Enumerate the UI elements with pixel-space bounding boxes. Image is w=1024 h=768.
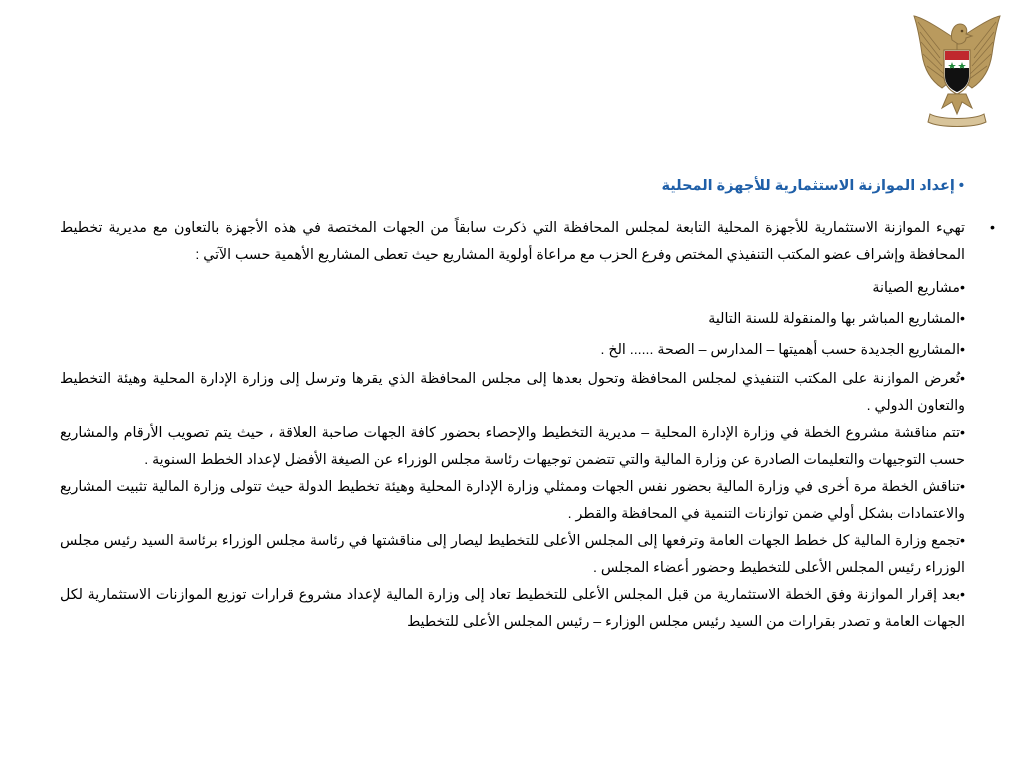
priority-item-new: •المشاريع الجديدة حسب أهميتها – المدارس – الصحة ...... الخ . xyxy=(600,342,965,358)
priority-list xyxy=(60,273,965,366)
slide-title: • إعداد الموازنة الاستثمارية للأجهزة المحلية xyxy=(661,178,964,194)
priority-item-maintenance: •مشاريع الصيانة xyxy=(872,280,965,296)
paragraph-council: •تجمع وزارة المالية كل خطط الجهات العامة وترفعها إلى المجلس الأعلى للتخطيط ليصار إلى مناقشتها في رئاسة مجلس الوزراء برئاسة السيد رئيس مجلس الوزراء رئيس المجلس الأعلى للتخطيط وحضور أعضاء المجلس . xyxy=(60,533,965,576)
paragraph-discussion: •تتم مناقشة مشروع الخطة في وزارة الإدارة المحلية – مديرية التخطيط والإحصاء بحضور كافة الجهات صاحبة العلاقة ، حيث يتم تصويب الأرقام والمشاريع حسب التوجيهات والتعليمات الصادرة عن وزارة المالية والتي تتضمن توجيهات رئاسة مجلس الوزراء عن الصيغة الأفضل لإعداد الخطط السنوية . xyxy=(60,425,965,468)
paragraph-review: •تُعرض الموازنة على المكتب التنفيذي لمجلس المحافظة وتحول بعدها إلى مجلس المحافظة الذي يقرها وترسل إلى وزارة الإدارة المحلية وهيئة التخطيط والتعاون الدولي . xyxy=(60,371,965,414)
intro-paragraph: • تهيء الموازنة الاستثمارية للأجهزة المحلية التابعة لمجلس المحافظة التي ذكرت سابقاً من الجهات المختصة في هذه الأجهزة بالتعاون مع مديرية تخطيط المحافظة وإشراف عضو المكتب التنفيذي المختص وفرع الحزب مع مراعاة أولوية المشاريع حيث تعطى المشاريع الأهمية حسب الآتي : xyxy=(60,215,965,269)
priority-item-ongoing: •المشاريع المباشر بها والمنقولة للسنة التالية xyxy=(708,311,965,327)
paragraph-approval: •بعد إقرار الموازنة وفق الخطة الاستثمارية من قبل المجلس الأعلى للتخطيط تعاد إلى وزارة المالية لإعداد مشروع قرارات توزيع الموازنات الاستثمارية لكل الجهات العامة و تصدر بقرارات من السيد رئيس مجلس الوزارء – رئيس المجلس الأعلى للتخطيط xyxy=(60,587,965,630)
paragraph-finance: •تناقش الخطة مرة أخرى في وزارة المالية بحضور نفس الجهات وممثلي وزارة الإدارة المحلية وهيئة تخطيط الدولة حيث تتولى وزارة المالية تثبيت المشاريع والاعتمادات بشكل أولي ضمن توازنات التنمية في المحافظة والقطر . xyxy=(60,479,965,522)
eagle-emblem-icon xyxy=(912,10,1002,132)
slide-content xyxy=(60,215,965,636)
